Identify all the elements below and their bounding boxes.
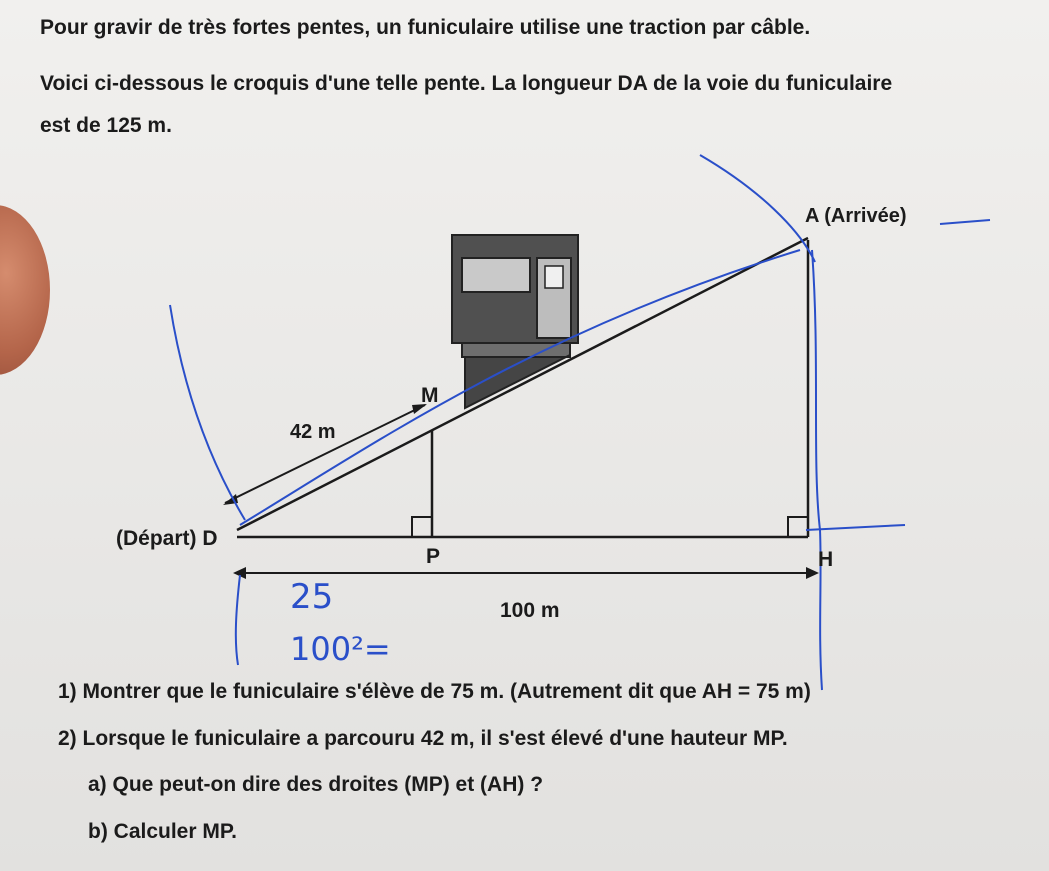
dimension-label-dh: 100 m: [500, 599, 560, 622]
handwritten-note-1: 25: [290, 577, 334, 617]
intro-line-3: est de 125 m.: [40, 114, 172, 137]
dimension-label-dm: 42 m: [290, 421, 336, 443]
question-2a: a) Que peut-on dire des droites (MP) et (AH) ?: [88, 773, 544, 796]
funicular-cabin: [452, 235, 578, 408]
right-angle-mark-h: [788, 517, 808, 537]
label-point-a: A (Arrivée): [805, 205, 907, 227]
label-point-p: P: [426, 545, 441, 568]
question-1: 1) Montrer que le funiculaire s'élève de 75 m. (Autrement dit que AH = 75 m): [58, 680, 811, 703]
question-2: 2) Lorsque le funiculaire a parcouru 42 m, il s'est élevé d'une hauteur MP.: [58, 727, 788, 750]
label-point-m: M: [421, 384, 439, 407]
right-angle-mark-p: [412, 517, 432, 537]
intro-line-2: Voici ci-dessous le croquis d'une telle pente. La longueur DA de la voie du funiculaire: [40, 72, 893, 95]
intro-line-1: Pour gravir de très fortes pentes, un funiculaire utilise une traction par câble.: [40, 16, 811, 39]
question-2b: b) Calculer MP.: [88, 820, 237, 843]
label-point-h: H: [818, 548, 834, 571]
dimension-line-dm: [225, 405, 425, 503]
label-point-d: (Départ) D: [116, 527, 218, 550]
handwritten-note-2: 100²=: [290, 630, 391, 668]
